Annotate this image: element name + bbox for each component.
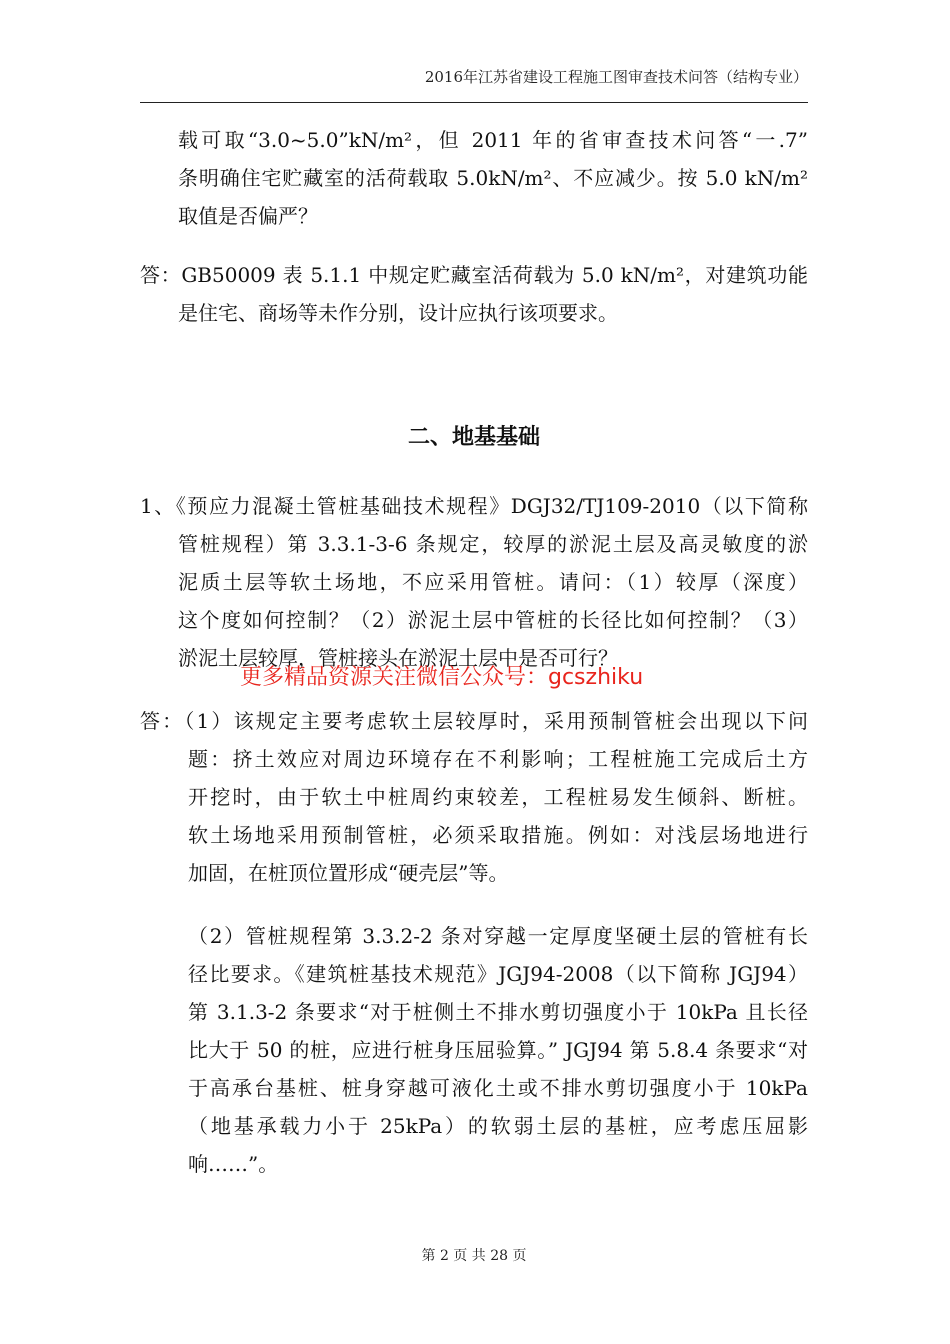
text-line: 是住宅、商场等未作分别，设计应执行该项要求。 [178,301,618,325]
question-continuation [140,121,808,235]
running-header: 2016年江苏省建设工程施工图审查技术问答（结构专业） [424,68,808,86]
text-line: 软土场地采用预制管桩，必须采取措施。例如：对浅层场地进行 [188,823,808,847]
text-line: 加固，在桩顶位置形成“硬壳层”等。 [188,861,509,885]
text-line: 淤泥土层较厚，管桩接头在淤泥土层中是否可行？ [178,646,618,670]
answer-1-part-1 [140,702,808,892]
text-line: 第 3.1.3-2 条要求“对于桩侧土不排水剪切强度小于 10kPa 且长径 [188,1000,808,1024]
header-divider [140,102,808,103]
answer-1-part-2 [140,917,808,1183]
text-line: 比大于 50 的桩，应进行桩身压屈验算。” JGJ94 第 5.8.4 条要求“对 [188,1038,808,1062]
text-line: 泥质土层等软土场地，不应采用管桩。请问：（1）较厚（深度） [178,570,808,594]
text-line: 径比要求。《建筑桩基技术规范》JGJ94-2008（以下简称 JGJ94） [188,962,808,986]
promo-watermark: 更多精品资源关注微信公众号：gcszhiku [240,665,644,690]
text-line: 管桩规程）第 3.3.1-3-6 条规定，较厚的淤泥土层及高灵敏度的淤 [178,532,808,556]
text-line: 题：挤土效应对周边环境存在不利影响；工程桩施工完成后土方 [188,747,808,771]
text-line: 于高承台基桩、桩身穿越可液化土或不排水剪切强度小于 10kPa [188,1076,808,1100]
page-number: 第 2 页 共 28 页 [421,1248,527,1264]
text-line: （地基承载力小于 25kPa）的软弱土层的基桩，应考虑压屈影 [188,1114,808,1138]
text-line: 这个度如何控制？（2）淤泥土层中管桩的长径比如何控制？（3） [178,608,808,632]
text-line: 答：（1）该规定主要考虑软土层较厚时，采用预制管桩会出现以下问 [140,709,808,733]
text-line: （2）管桩规程第 3.3.2-2 条对穿越一定厚度坚硬土层的管桩有长 [188,924,808,948]
text-line: 取值是否偏严？ [178,204,318,228]
text-line: 载可取“3.0~5.0”kN/m²，但 2011 年的省审查技术问答“一.7” [178,128,808,152]
text-line: 开挖时，由于软土中桩周约束较差，工程桩易发生倾斜、断桩。 [188,785,808,809]
text-line: 1、《预应力混凝土管桩基础技术规程》DGJ32/TJ109-2010（以下简称 [140,494,808,518]
text-line: 条明确住宅贮藏室的活荷载取 5.0kN/m²、不应减少。按 5.0 kN/m² [178,166,808,190]
text-line: 答：GB50009 表 5.1.1 中规定贮藏室活荷载为 5.0 kN/m²，对建筑功能 [140,263,808,287]
text-line: 响……”。 [188,1152,279,1176]
question-1 [140,487,808,677]
section-heading: 二、地基基础 [407,425,540,450]
answer-storage-load [140,256,808,332]
